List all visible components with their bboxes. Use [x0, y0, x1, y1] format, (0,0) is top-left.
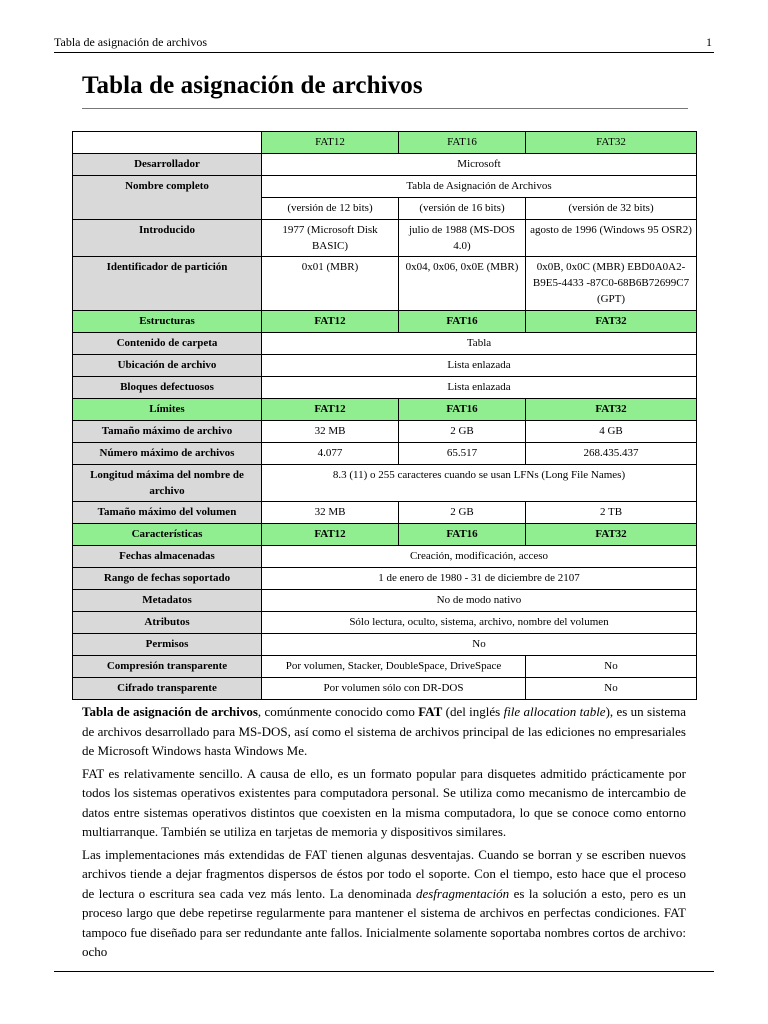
table-row: [73, 421, 697, 443]
table-row: [73, 590, 697, 612]
row-label: Rango de fechas soportado: [73, 568, 262, 590]
paragraph-intro: [82, 702, 686, 761]
italic-term: desfragmentación: [415, 885, 510, 901]
table-row: [73, 502, 697, 524]
cell-fat12: 4.077: [262, 443, 399, 465]
row-value: Sólo lectura, oculto, sistema, archivo, nombre del volumen: [262, 612, 697, 634]
article-body: [82, 702, 686, 965]
text-run: ), es un sistema de archivos desarrollado para MS-DOS, así como el sistema de archivos principal de las ediciones no empresariales de Microsoft Windows hasta Windows Me.: [82, 704, 686, 758]
cell-fat16: FAT16: [399, 311, 526, 333]
cell-fat12: 1977 (Microsoft Disk BASIC): [262, 220, 399, 257]
table-row: [73, 220, 697, 257]
row-label: Fechas almacenadas: [73, 546, 262, 568]
table-row: [73, 612, 697, 634]
text-run: , comúnmente conocido como: [257, 704, 419, 719]
paragraph-3: [82, 845, 686, 962]
cell-fat16: 2 GB: [399, 502, 526, 524]
cell-fat16: FAT16: [399, 524, 526, 546]
row-value: 8.3 (11) o 255 caracteres cuando se usan LFNs (Long File Names): [262, 465, 697, 502]
row-label: Tamaño máximo del volumen: [73, 502, 262, 524]
row-value: Tabla: [262, 333, 697, 355]
row-value: Tabla de Asignación de Archivos: [262, 176, 697, 198]
cell-fat16: 0x04, 0x06, 0x0E (MBR): [399, 257, 526, 311]
cell-fat32: 4 GB: [526, 421, 697, 443]
table-row: [73, 399, 697, 421]
row-value: Lista enlazada: [262, 377, 697, 399]
section-header-caracteristicas: Características: [73, 524, 262, 546]
header-rule: [54, 52, 714, 53]
table-row: [73, 355, 697, 377]
table-row: [73, 634, 697, 656]
footer-rule: [54, 971, 714, 972]
cell-fat12: (versión de 12 bits): [262, 198, 399, 220]
table-row: [73, 154, 697, 176]
title-underline: [82, 108, 688, 109]
table-row: [73, 443, 697, 465]
table-row: [73, 524, 697, 546]
cell-fat32: 0x0B, 0x0C (MBR) EBD0A0A2-B9E5-4433 -87C0-68B6B72699C7 (GPT): [526, 257, 697, 311]
cell-fat12: 32 MB: [262, 421, 399, 443]
cell-fat16: (versión de 16 bits): [399, 198, 526, 220]
cell-fat32: No: [526, 678, 697, 700]
row-label: Compresión transparente: [73, 656, 262, 678]
row-value: Lista enlazada: [262, 355, 697, 377]
paragraph-2: FAT es relativamente sencillo. A causa de ello, es un formato popular para disquetes admitido prácticamente por todos los sistemas operativos existentes para computadora personal. Se utiliza como mecanismo de intercambio de datos entre sistemas operativos distintos que coexisten en la misma computadora, lo que se conoce como entorno multiarranque. También se utiliza en tarjetas de memoria y dispositivos similares.: [82, 765, 686, 839]
text-run: (del inglés: [442, 704, 504, 719]
table-row: [73, 132, 697, 154]
running-title: Tabla de asignación de archivos: [54, 35, 208, 49]
text-run: es la solución a esto, pero es un proceso largo que debe repetirse regularmente para mantener el sistema de archivos en perfectas condiciones. FAT tampoco fue diseñado para ser redundante ante fallos. Inicialmente solamente soportaba nombres cortos de archivo: ocho: [82, 885, 687, 959]
row-value: No de modo nativo: [262, 590, 697, 612]
cell-fat32: (versión de 32 bits): [526, 198, 697, 220]
cell-fat16: FAT16: [399, 399, 526, 421]
italic-term: file allocation table: [503, 704, 606, 719]
cell-fat16: 65.517: [399, 443, 526, 465]
cell-fat16: 2 GB: [399, 421, 526, 443]
row-value: Por volumen sólo con DR-DOS: [262, 678, 526, 700]
col-header-fat16: FAT16: [399, 132, 526, 154]
row-label: Bloques defectuosos: [73, 377, 262, 399]
cell-fat12: FAT12: [262, 399, 399, 421]
row-value: Por volumen, Stacker, DoubleSpace, DriveSpace: [262, 656, 526, 678]
row-label: Cifrado transparente: [73, 678, 262, 700]
cell-fat12: FAT12: [262, 524, 399, 546]
col-header-fat12: FAT12: [262, 132, 399, 154]
row-label: Contenido de carpeta: [73, 333, 262, 355]
row-value: No: [262, 634, 697, 656]
cell-fat32: 268.435.437: [526, 443, 697, 465]
cell-fat32: FAT32: [526, 311, 697, 333]
table-row: [73, 257, 697, 311]
row-label: Ubicación de archivo: [73, 355, 262, 377]
table-row: [73, 678, 697, 700]
table-row: [73, 568, 697, 590]
section-header-estructuras: Estructuras: [73, 311, 262, 333]
row-value: Creación, modificación, acceso: [262, 546, 697, 568]
cell-fat32: agosto de 1996 (Windows 95 OSR2): [526, 220, 697, 257]
table-row: [73, 546, 697, 568]
running-header: [54, 35, 714, 53]
row-label: Tamaño máximo de archivo: [73, 421, 262, 443]
row-label: Metadatos: [73, 590, 262, 612]
row-label: Nombre completo: [73, 176, 262, 220]
cell-fat32: 2 TB: [526, 502, 697, 524]
page-title: Tabla de asignación de archivos: [82, 72, 423, 99]
row-value: Microsoft: [262, 154, 697, 176]
row-label: Número máximo de archivos: [73, 443, 262, 465]
table-row: [73, 311, 697, 333]
bold-term: Tabla de asignación de archivos: [82, 704, 258, 719]
row-label: Longitud máxima del nombre de archivo: [73, 465, 262, 502]
table-row: [73, 377, 697, 399]
cell-fat32: FAT32: [526, 399, 697, 421]
row-label: Permisos: [73, 634, 262, 656]
cell-fat12: FAT12: [262, 311, 399, 333]
section-header-limites: Límites: [73, 399, 262, 421]
table-row: [73, 465, 697, 502]
infobox-table: [72, 131, 697, 700]
cell-fat32: FAT32: [526, 524, 697, 546]
cell-fat12: 0x01 (MBR): [262, 257, 399, 311]
cell-fat16: julio de 1988 (MS-DOS 4.0): [399, 220, 526, 257]
table-row: [73, 176, 697, 198]
table-row: [73, 656, 697, 678]
table-row: [73, 333, 697, 355]
text-run: Las implementaciones más extendidas de FAT tienen algunas desventajas. Cuando se borran y se escriben nuevos archivos tiende a dejar fragmentos dispersos de éstos por todo el soporte. Con el tiempo, esto hace que el proceso de lectura o escritura sea cada vez más lento. La denominada: [82, 846, 686, 901]
page-number: 1: [706, 35, 712, 49]
cell-fat12: 32 MB: [262, 502, 399, 524]
row-label: Atributos: [73, 612, 262, 634]
bold-term: FAT: [418, 704, 443, 719]
blank-header-cell: [73, 132, 262, 154]
row-value: 1 de enero de 1980 - 31 de diciembre de 2107: [262, 568, 697, 590]
row-label: Identificador de partición: [73, 257, 262, 311]
row-label: Introducido: [73, 220, 262, 257]
col-header-fat32: FAT32: [526, 132, 697, 154]
row-label: Desarrollador: [73, 154, 262, 176]
cell-fat32: No: [526, 656, 697, 678]
